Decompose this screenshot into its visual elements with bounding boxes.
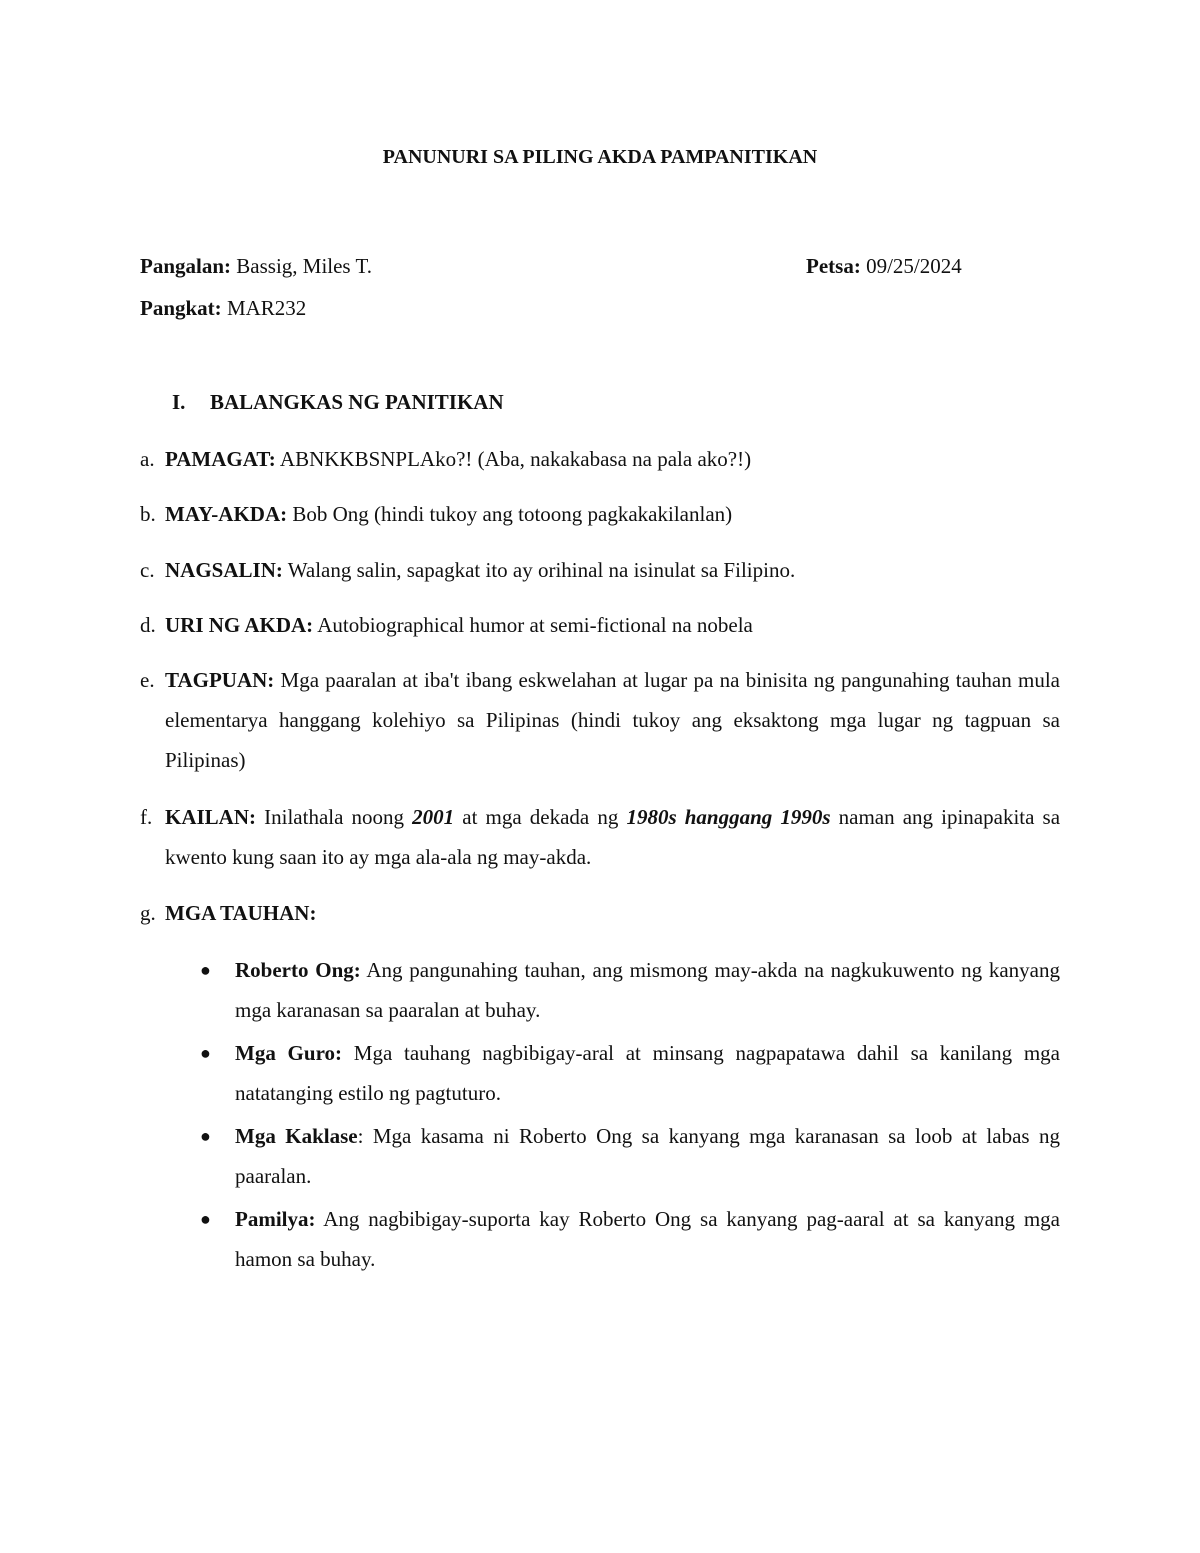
item-marker: g. bbox=[140, 901, 156, 925]
group-label: Pangkat: bbox=[140, 296, 222, 320]
item-marker: b. bbox=[140, 502, 156, 526]
item-marker: a. bbox=[140, 447, 155, 471]
group-line bbox=[140, 288, 306, 328]
section-title: BALANGKAS NG PANITIKAN bbox=[210, 390, 504, 414]
name-label: Pangalan: bbox=[140, 254, 232, 278]
character-name: Roberto Ong: bbox=[235, 958, 361, 982]
name-line bbox=[140, 246, 372, 286]
item-marker: c. bbox=[140, 558, 155, 582]
section-number: I. bbox=[172, 390, 186, 414]
outline-item-time bbox=[140, 797, 1060, 877]
character-description: Ang nagbibigay-suporta kay Roberto Ong sa kanyang pag-aaral at sa kanyang mga hamon sa buhay. bbox=[235, 1207, 1061, 1271]
item-text: at mga dekada ng bbox=[462, 805, 619, 829]
outline-item-characters bbox=[140, 893, 1060, 933]
outline-item-author bbox=[140, 494, 1060, 534]
date-value: 09/25/2024 bbox=[866, 254, 962, 278]
bullet-icon: ● bbox=[200, 960, 211, 980]
item-text: Inilathala noong bbox=[264, 805, 405, 829]
section-heading bbox=[172, 382, 504, 422]
group-value: MAR232 bbox=[226, 296, 307, 320]
character-description: : Mga kasama ni Roberto Ong sa kanyang mga karanasan sa loob at labas ng paaralan. bbox=[235, 1124, 1060, 1188]
outline-item-translator bbox=[140, 550, 1060, 590]
character-description: Mga tauhang nagbibigay-aral at minsang nagpapatawa dahil sa kanilang mga natatanging estilo ng pagtuturo. bbox=[235, 1041, 1061, 1105]
character-name: Mga Kaklase bbox=[235, 1124, 358, 1148]
document-title: PANUNURI SA PILING AKDA PAMPANITIKAN bbox=[382, 146, 818, 168]
item-label: TAGPUAN: bbox=[165, 668, 275, 692]
bullet-icon: ● bbox=[200, 1126, 211, 1146]
list-item bbox=[200, 950, 1060, 1030]
publication-year: 2001 bbox=[412, 805, 455, 829]
name-value: Bassig, Miles T. bbox=[236, 254, 372, 278]
outline-item-setting bbox=[140, 660, 1060, 780]
bullet-icon: ● bbox=[200, 1043, 211, 1063]
item-text: Mga paaralan at iba't ibang eskwelahan at lugar pa na binisita ng pangunahing tauhan mula elementarya hanggang kolehiyo sa Pilipinas (hindi tukoy ang eksaktong mga lugar ng tagpuan sa Pilipinas) bbox=[165, 668, 1060, 772]
outline-item-genre bbox=[140, 605, 1060, 645]
outline-item-title bbox=[140, 439, 1060, 479]
item-text: ABNKKBSNPLAko?! (Aba, nakakabasa na pala ako?!) bbox=[279, 447, 752, 471]
item-label: MAY-AKDA: bbox=[165, 502, 288, 526]
item-marker: e. bbox=[140, 668, 155, 692]
date-line bbox=[806, 246, 962, 286]
item-text: naman ang ipinapakita sa kwento kung saan ito ay mga ala-ala ng may-akda. bbox=[165, 805, 1061, 869]
decades-range: 1980s hanggang 1990s bbox=[626, 805, 831, 829]
list-item bbox=[200, 1199, 1060, 1279]
character-name: Pamilya: bbox=[235, 1207, 316, 1231]
item-marker: d. bbox=[140, 613, 156, 637]
item-label: NAGSALIN: bbox=[165, 558, 283, 582]
date-label: Petsa: bbox=[806, 254, 861, 278]
character-description: Ang pangunahing tauhan, ang mismong may-akda na nagkukuwento ng kanyang mga karanasan sa paaralan at buhay. bbox=[235, 958, 1060, 1022]
item-label: PAMAGAT: bbox=[165, 447, 276, 471]
item-label: KAILAN: bbox=[165, 805, 257, 829]
item-text: Bob Ong (hindi tukoy ang totoong pagkakakilanlan) bbox=[292, 502, 733, 526]
item-label: URI NG AKDA: bbox=[165, 613, 314, 637]
list-item bbox=[200, 1033, 1060, 1113]
character-name: Mga Guro: bbox=[235, 1041, 343, 1065]
item-label: MGA TAUHAN: bbox=[165, 901, 317, 925]
item-text: Autobiographical humor at semi-fictional na nobela bbox=[317, 613, 753, 637]
bullet-icon: ● bbox=[200, 1209, 211, 1229]
list-item bbox=[200, 1116, 1060, 1196]
item-text: Walang salin, sapagkat ito ay orihinal na isinulat sa Filipino. bbox=[287, 558, 796, 582]
item-marker: f. bbox=[140, 805, 153, 829]
